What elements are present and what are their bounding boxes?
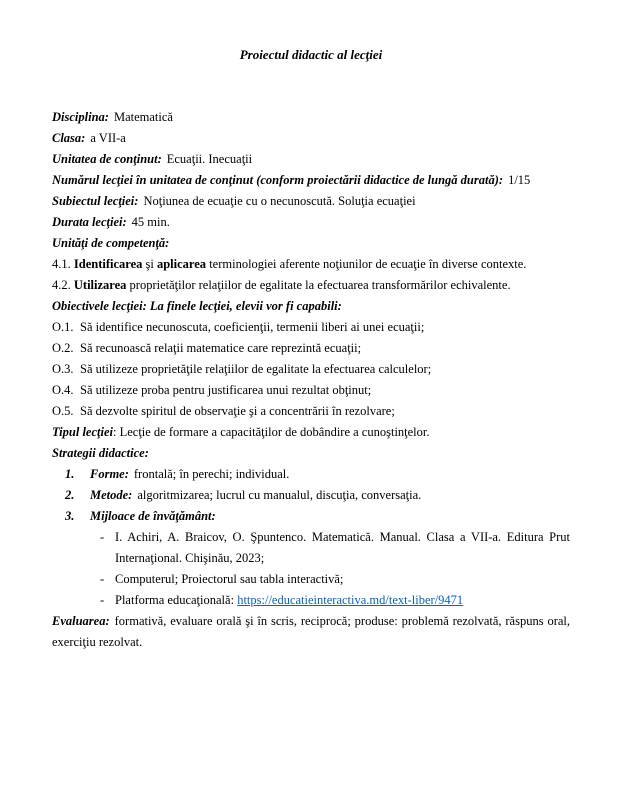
strategies-heading: Strategii didactice: — [52, 446, 149, 460]
objective-number: O.3. — [52, 362, 74, 376]
field-label: Subiectul lecţiei: — [52, 194, 139, 208]
objectives-heading: Obiectivele lecţiei: La finele lecţiei, elevii vor fi capabili: — [52, 299, 342, 313]
resource-prefix: Platforma educaţională: — [115, 593, 238, 607]
field-subiectul — [52, 191, 570, 212]
strategy-label: Forme: — [90, 467, 129, 481]
objective-item — [52, 401, 570, 422]
field-label: Clasa: — [52, 131, 86, 145]
competence-item-4-2: 4.2. Utilizarea proprietăţilor relaţiilor de egalitate la efectuarea transformărilor echivalente. — [52, 278, 511, 292]
lesson-type-label: Tipul lecţiei — [52, 425, 113, 439]
resource-text: Computerul; Proiectorul sau tabla interactivă; — [115, 572, 344, 586]
resource-item-computer — [100, 569, 570, 590]
strategy-number: 2. — [65, 488, 75, 502]
bullet-dash: - — [100, 530, 105, 544]
field-disciplina — [52, 107, 570, 128]
field-value: Matematică — [113, 110, 173, 124]
field-clasa — [52, 128, 570, 149]
objective-text: Să identifice necunoscuta, coeficienţii, termenii liberi ai unei ecuaţii; — [80, 320, 425, 334]
objective-number: O.5. — [52, 404, 74, 418]
field-numarul-lectiei — [52, 170, 570, 191]
competence-keyword: Utilizarea — [73, 278, 127, 292]
objective-text: Să utilizeze proprietăţile relaţiilor de egalitate la efectuarea calculelor; — [80, 362, 432, 376]
competence-keyword: aplicarea — [156, 257, 207, 271]
strategy-number: 3. — [65, 509, 75, 523]
objective-item — [52, 338, 570, 359]
field-value: Noţiunea de ecuaţie cu o necunoscută. Soluţia ecuaţiei — [143, 194, 416, 208]
resource-item-manual — [100, 527, 570, 569]
strategy-text: frontală; în perechi; individual. — [133, 467, 290, 481]
resource-text: I. Achiri, A. Braicov, O. Şpuntenco. Matematică. Manual. Clasa a VII-a. Editura Prut Internaţional. Chişinău, 2023; — [115, 530, 570, 565]
field-unitatea — [52, 149, 570, 170]
evaluation-label: Evaluarea: — [52, 614, 110, 628]
resource-item-platform — [100, 590, 570, 611]
bullet-dash: - — [100, 593, 105, 607]
objective-number: O.4. — [52, 383, 74, 397]
lesson-type — [52, 422, 570, 443]
strategy-item-mijloace — [65, 506, 570, 527]
competencies-heading: Unităţi de competenţă: — [52, 236, 170, 250]
strategy-label: Mijloace de învăţământ: — [90, 509, 216, 523]
field-label: Numărul lecţiei în unitatea de conţinut (conform proiectării didactice de lungă durată): — [52, 173, 504, 187]
objective-text: Să dezvolte spiritul de observaţie şi a concentrării în rezolvare; — [80, 404, 395, 418]
platform-link[interactable]: https://educatieinteractiva.md/text-liber/9471 — [237, 593, 464, 607]
evaluation-paragraph — [52, 611, 570, 653]
competence-number: 4.2. — [52, 278, 74, 292]
field-label: Durata lecţiei: — [52, 215, 127, 229]
field-label: Disciplina: — [52, 110, 109, 124]
field-durata — [52, 212, 570, 233]
competence-item-4-1: 4.1. Identificarea şi aplicarea terminologiei aferente noţiunilor de ecuaţie în diverse contexte. — [52, 257, 527, 271]
competence-keyword: Identificarea — [73, 257, 143, 271]
field-value: a VII-a — [90, 131, 126, 145]
strategy-text: algoritmizarea; lucrul cu manualul, discuţia, conversaţia. — [137, 488, 422, 502]
bullet-dash: - — [100, 572, 105, 586]
strategy-item-forme — [65, 464, 570, 485]
objective-item — [52, 317, 570, 338]
strategy-label: Metode: — [90, 488, 133, 502]
document-title: Proiectul didactic al lecţiei — [239, 47, 383, 62]
evaluation-text: formativă, evaluare orală şi în scris, reciprocă; produse: problemă rezolvată, răspuns oral, exerciţiu rezolvat. — [52, 614, 570, 649]
field-value: Ecuaţii. Inecuaţii — [166, 152, 253, 166]
lesson-type-text: : Lecţie de formare a capacităţilor de dobândire a cunoştinţelor. — [112, 425, 430, 439]
strategy-item-metode — [65, 485, 570, 506]
objective-item — [52, 380, 570, 401]
field-label: Unitatea de conţinut: — [52, 152, 162, 166]
objective-number: O.1. — [52, 320, 74, 334]
field-value: 1/15 — [508, 173, 531, 187]
field-value: 45 min. — [131, 215, 170, 229]
strategy-number: 1. — [65, 467, 75, 481]
objective-item — [52, 359, 570, 380]
objective-text: Să utilizeze proba pentru justificarea unui rezultat obţinut; — [80, 383, 372, 397]
competence-number: 4.1. — [52, 257, 74, 271]
objective-number: O.2. — [52, 341, 74, 355]
objective-text: Să recunoască relaţii matematice care reprezintă ecuaţii; — [80, 341, 362, 355]
